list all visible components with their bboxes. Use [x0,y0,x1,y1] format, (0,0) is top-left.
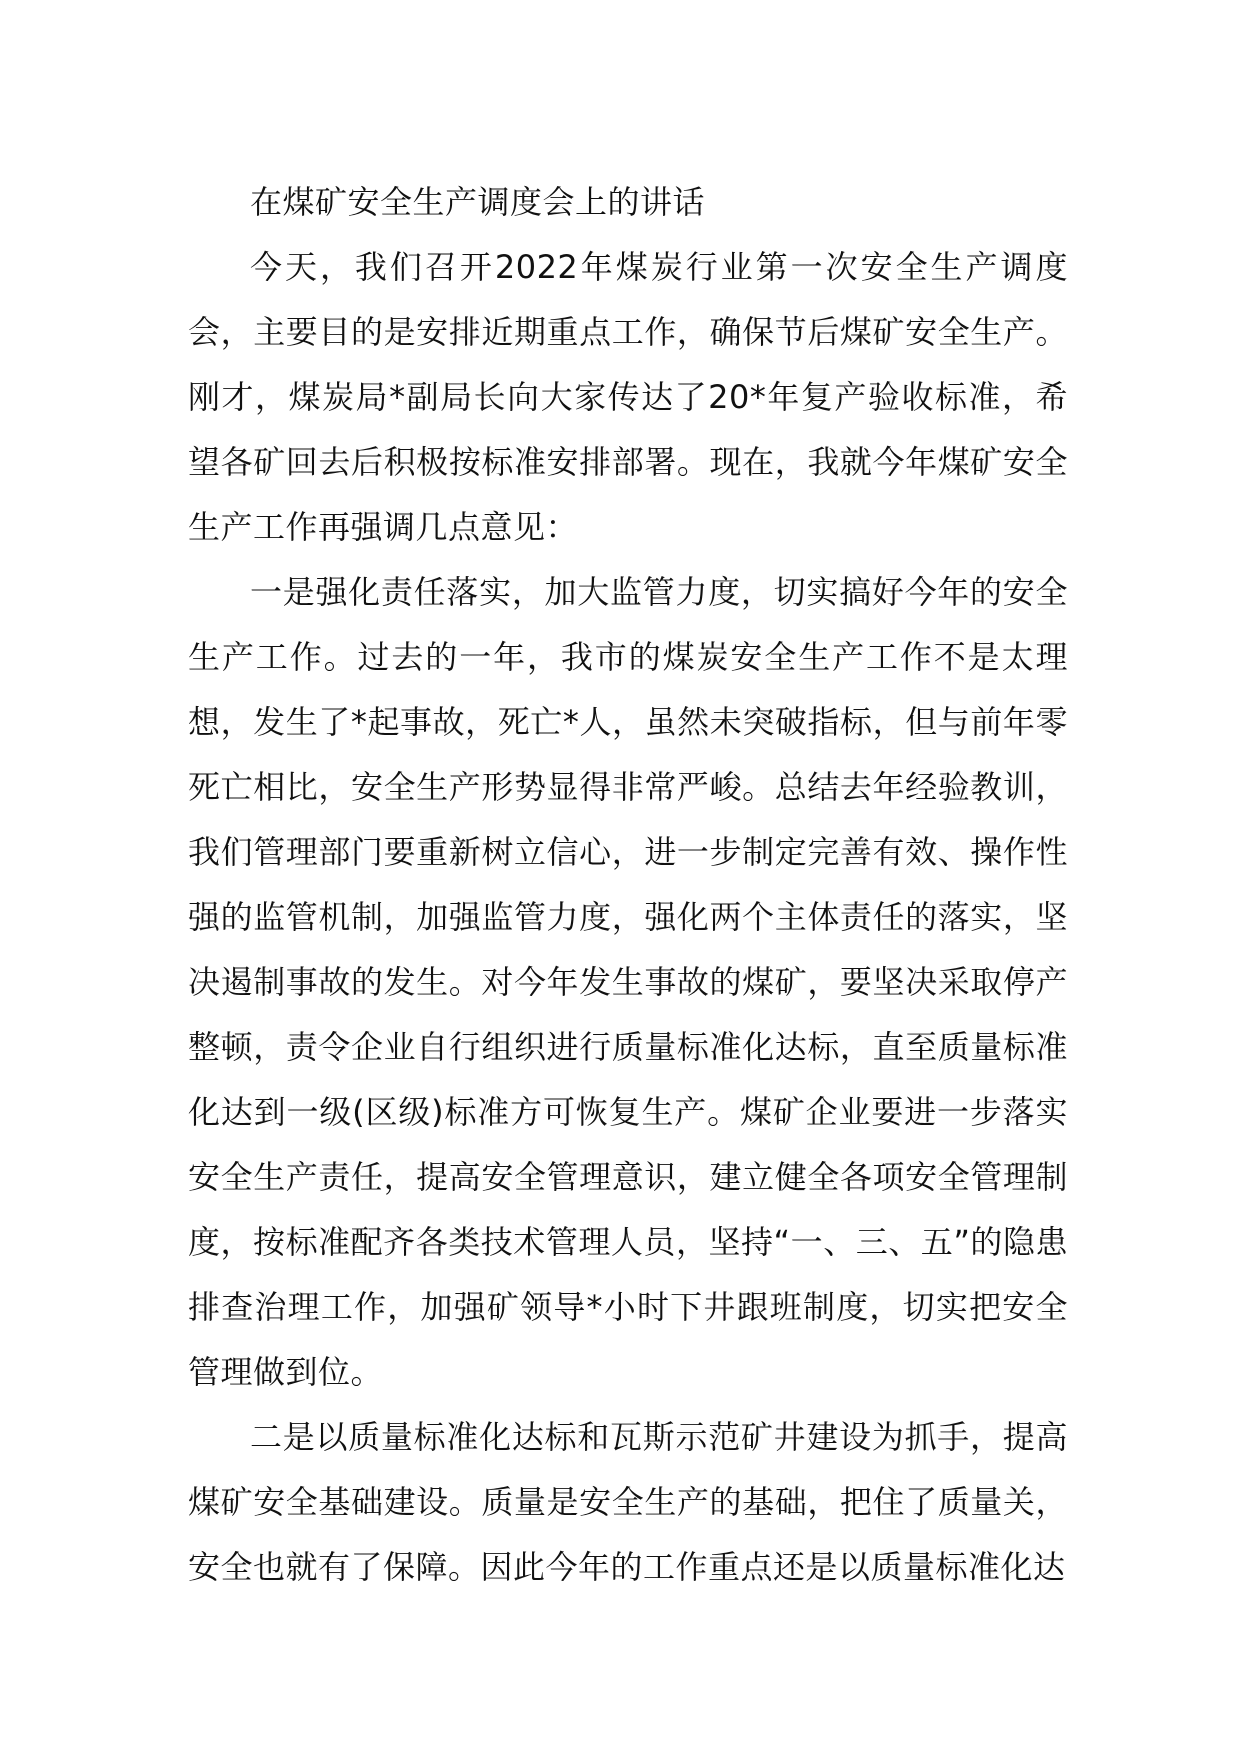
paragraph-point-one: 一是强化责任落实，加大监管力度，切实搞好今年的安全生产工作。过去的一年，我市的煤炭安全生产工作不是太理想，发生了*起事故，死亡*人，虽然未突破指标，但与前年零死亡相比，安全生产形势显得非常严峻。总结去年经验教训，我们管理部门要重新树立信心，进一步制定完善有效、操作性强的监管机制，加强监管力度，强化两个主体责任的落实，坚决遏制事故的发生。对今年发生事故的煤矿，要坚决采取停产整顿，责令企业自行组织进行质量标准化达标，直至质量标准化达到一级(区级)标准方可恢复生产。煤矿企业要进一步落实安全生产责任，提高安全管理意识，建立健全各项安全管理制度，按标准配齐各类技术管理人员，坚持“一、三、五”的隐患排查治理工作，加强矿领导*小时下井跟班制度，切实把安全管理做到位。 [188,573,1068,1391]
document-body [188,170,1068,1600]
paragraph-point-two: 二是以质量标准化达标和瓦斯示范矿井建设为抓手，提高煤矿安全基础建设。质量是安全生产的基础，把住了质量关，安全也就有了保障。因此今年的工作重点还是以质量标准化达 [188,1418,1068,1586]
document-title: 在煤矿安全生产调度会上的讲话 [250,183,706,221]
paragraph-intro: 今天，我们召开2022年煤炭行业第一次安全生产调度会，主要目的是安排近期重点工作，确保节后煤矿安全生产。刚才，煤炭局*副局长向大家传达了20*年复产验收标准，希望各矿回去后积极按标准安排部署。现在，我就今年煤矿安全生产工作再强调几点意见： [188,248,1068,546]
